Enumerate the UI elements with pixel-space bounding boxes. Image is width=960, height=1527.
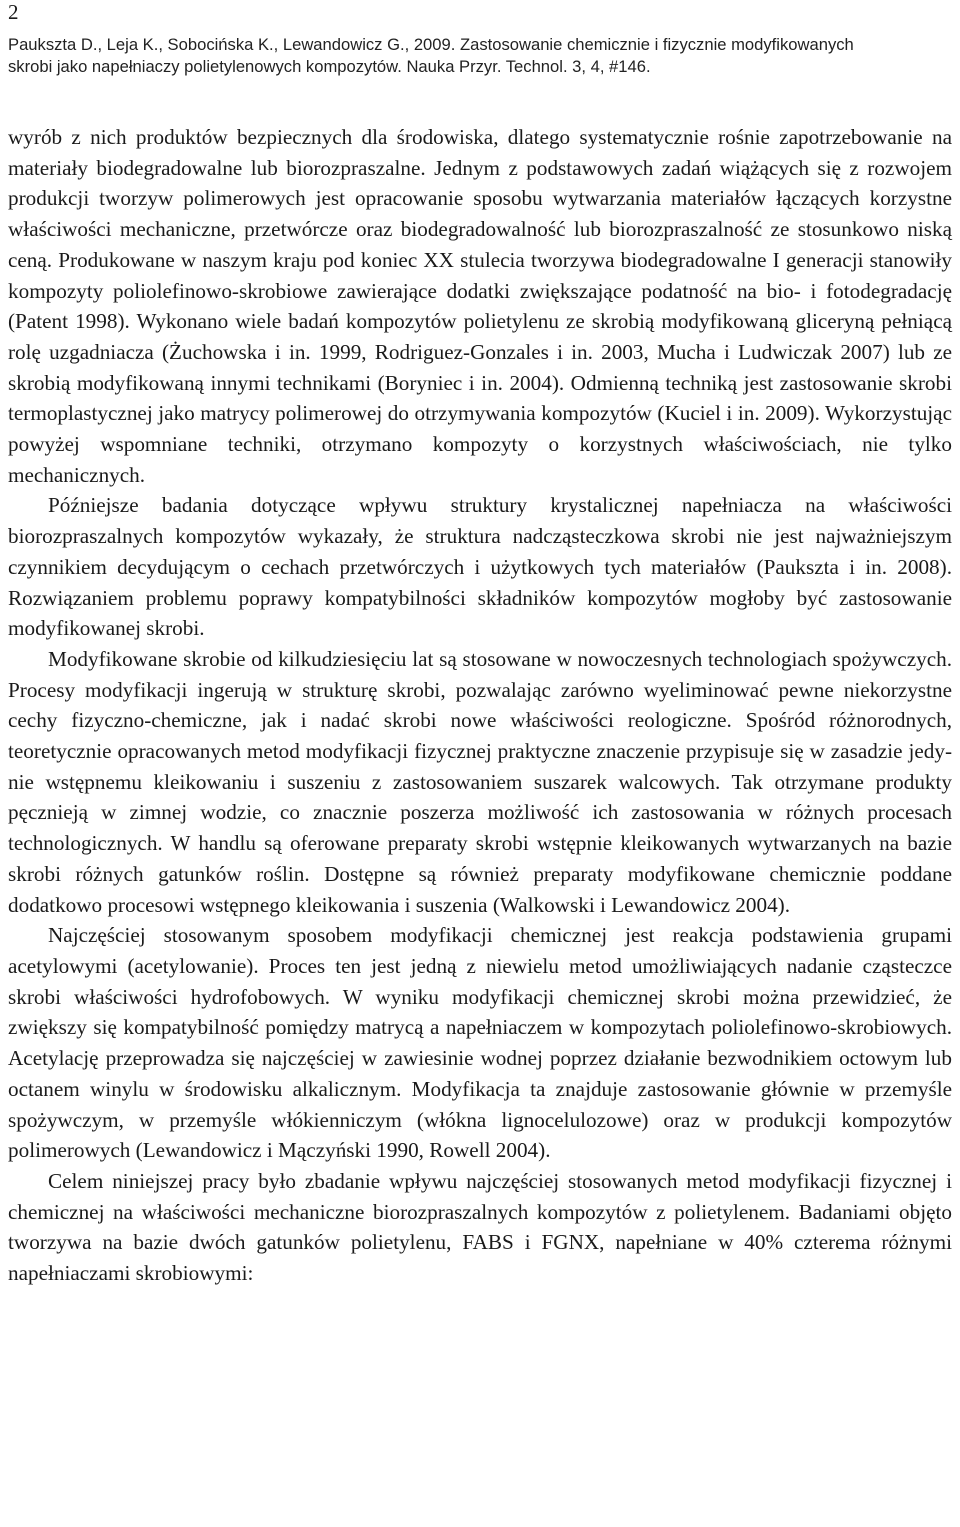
running-head-line-2: skrobi jako napełniaczy polietylenowych kompozytów. Nauka Przyr. Technol. 3, 4, #146.	[8, 57, 651, 76]
running-head	[8, 34, 954, 78]
paragraph-4: Najczęściej stosowanym sposobem modyfikacji chemicznej jest reakcja podstawienia grupami acetylowymi (acetylowanie). Proces ten jest jedną z niewielu metod umożliwiających nadanie cząsteczce skrobi właściwości hydrofobowych. W wyniku modyfikacji chemicznej skrobi można przewidzieć, że zwiększy się kompatybilność pomiędzy matrycą a napełniaczem w kompozytach poliolefinowo-skrobiowych. Acetylację przeprowadza się najczęściej w zawiesinie wodnej poprzez działanie bezwodnikiem octowym lub octanem winylu w środowisku alkalicznym. Modyfikacja ta znajduje zastosowanie głównie w przemyśle spożywczym, w przemyśle włókienniczym (włókna lignocelulozowe) oraz w produkcji kompozytów polimerowych (Lewandowicz i Mączyński 1990, Rowell 2004).	[8, 923, 952, 1163]
paragraph-2: Późniejsze badania dotyczące wpływu struktury krystalicznej napełniacza na właściwości biorozpraszalnych kompozytów wykazały, że struktura nadcząsteczkowa skrobi nie jest najważniejszym czynnikiem decydującym o cechach przetwórczych i użytkowych tych materiałów (Paukszta i in. 2008). Rozwiązaniem problemu poprawy kompatybilności składników kompozytów mogłoby być zastosowanie modyfikowanej skrobi.	[8, 493, 952, 641]
body-text	[8, 122, 952, 1289]
paragraph-5: Celem niniejszej pracy było zbadanie wpływu najczęściej stosowanych metod modyfikacji fizycznej i chemicznej na właściwości mechaniczne biorozpraszalnych kompozytów z polietylenem. Badaniami objęto tworzywa na bazie dwóch gatunków polietylenu, FABS i FGNX, napełniane w 40% czterema różnymi napełniaczami skrobiowymi:	[8, 1168, 952, 1286]
running-head-line-1: Paukszta D., Leja K., Sobocińska K., Lewandowicz G., 2009. Zastosowanie chemicznie i fizycznie modyfikowanych	[8, 35, 854, 54]
paragraph-1: wyrób z nich produktów bezpiecznych dla środowiska, dlatego systematycznie rośnie zapotrzebowanie na materiały biodegradowalne lub biorozpraszalne. Jednym z podstawowych zadań wiążących się z rozwojem produkcji tworzyw polimerowych jest opracowanie sposobu wytwarzania materiałów łączących korzystne właściwości mechaniczne, przetwórcze oraz biodegradowalność lub biorozpraszalność ze stosunkowo niską ceną. Produkowane w naszym kraju pod koniec XX stulecia tworzywa biodegradowalne I generacji stanowiły kompozyty poliolefinowo-skrobiowe zawierające dodatki zwiększające podatność na bio- i fotodegradację (Patent 1998). Wykonano wiele badań kompozytów polietylenu ze skrobią modyfikowaną gliceryną pełniącą rolę uzgadniacza (Żuchowska i in. 1999, Rodriguez-Gonzales i in. 2003, Mucha i Ludwiczak 2007) lub ze skrobią modyfikowaną innymi technikami (Boryniec i in. 2004). Odmienną techniką jest zastosowanie skrobi termoplastycznej jako matrycy polimerowej do otrzymywania kompozytów (Kuciel i in. 2009). Wykorzystując powyżej wspomniane techniki, otrzymano kompozyty o korzystnych właściwościach, nie tylko mechanicznych.	[8, 125, 952, 487]
paragraph-3: Modyfikowane skrobie od kilkudziesięciu lat są stosowane w nowoczesnych technologiach spożywczych. Procesy modyfikacji ingerują w strukturę skrobi, pozwalając zarówno wyeliminować pewne niekorzystne cechy fizyczno-chemiczne, jak i nadać skrobi nowe właściwości reologiczne. Spośród różnorodnych, teoretycznie opracowanych metod modyfikacji fizycznej praktyczne znaczenie przypisuje się w zasadzie jedynie wstępnemu kleikowaniu i suszeniu z zastosowaniem suszarek walcowych. Tak otrzymane produkty pęcznieją w zimnej wodzie, co znacznie poszerza możliwość ich zastosowania w różnych procesach technologicznych. W handlu są oferowane preparaty skrobi wstępnie kleikowanych wytwarzanych na bazie skrobi różnych gatunków roślin. Dostępne są również preparaty modyfikowane chemicznie poddane dodatkowo procesowi wstępnego kleikowania i suszenia (Walkowski i Lewandowicz 2004).	[8, 646, 952, 917]
page-number: 2	[8, 0, 19, 24]
